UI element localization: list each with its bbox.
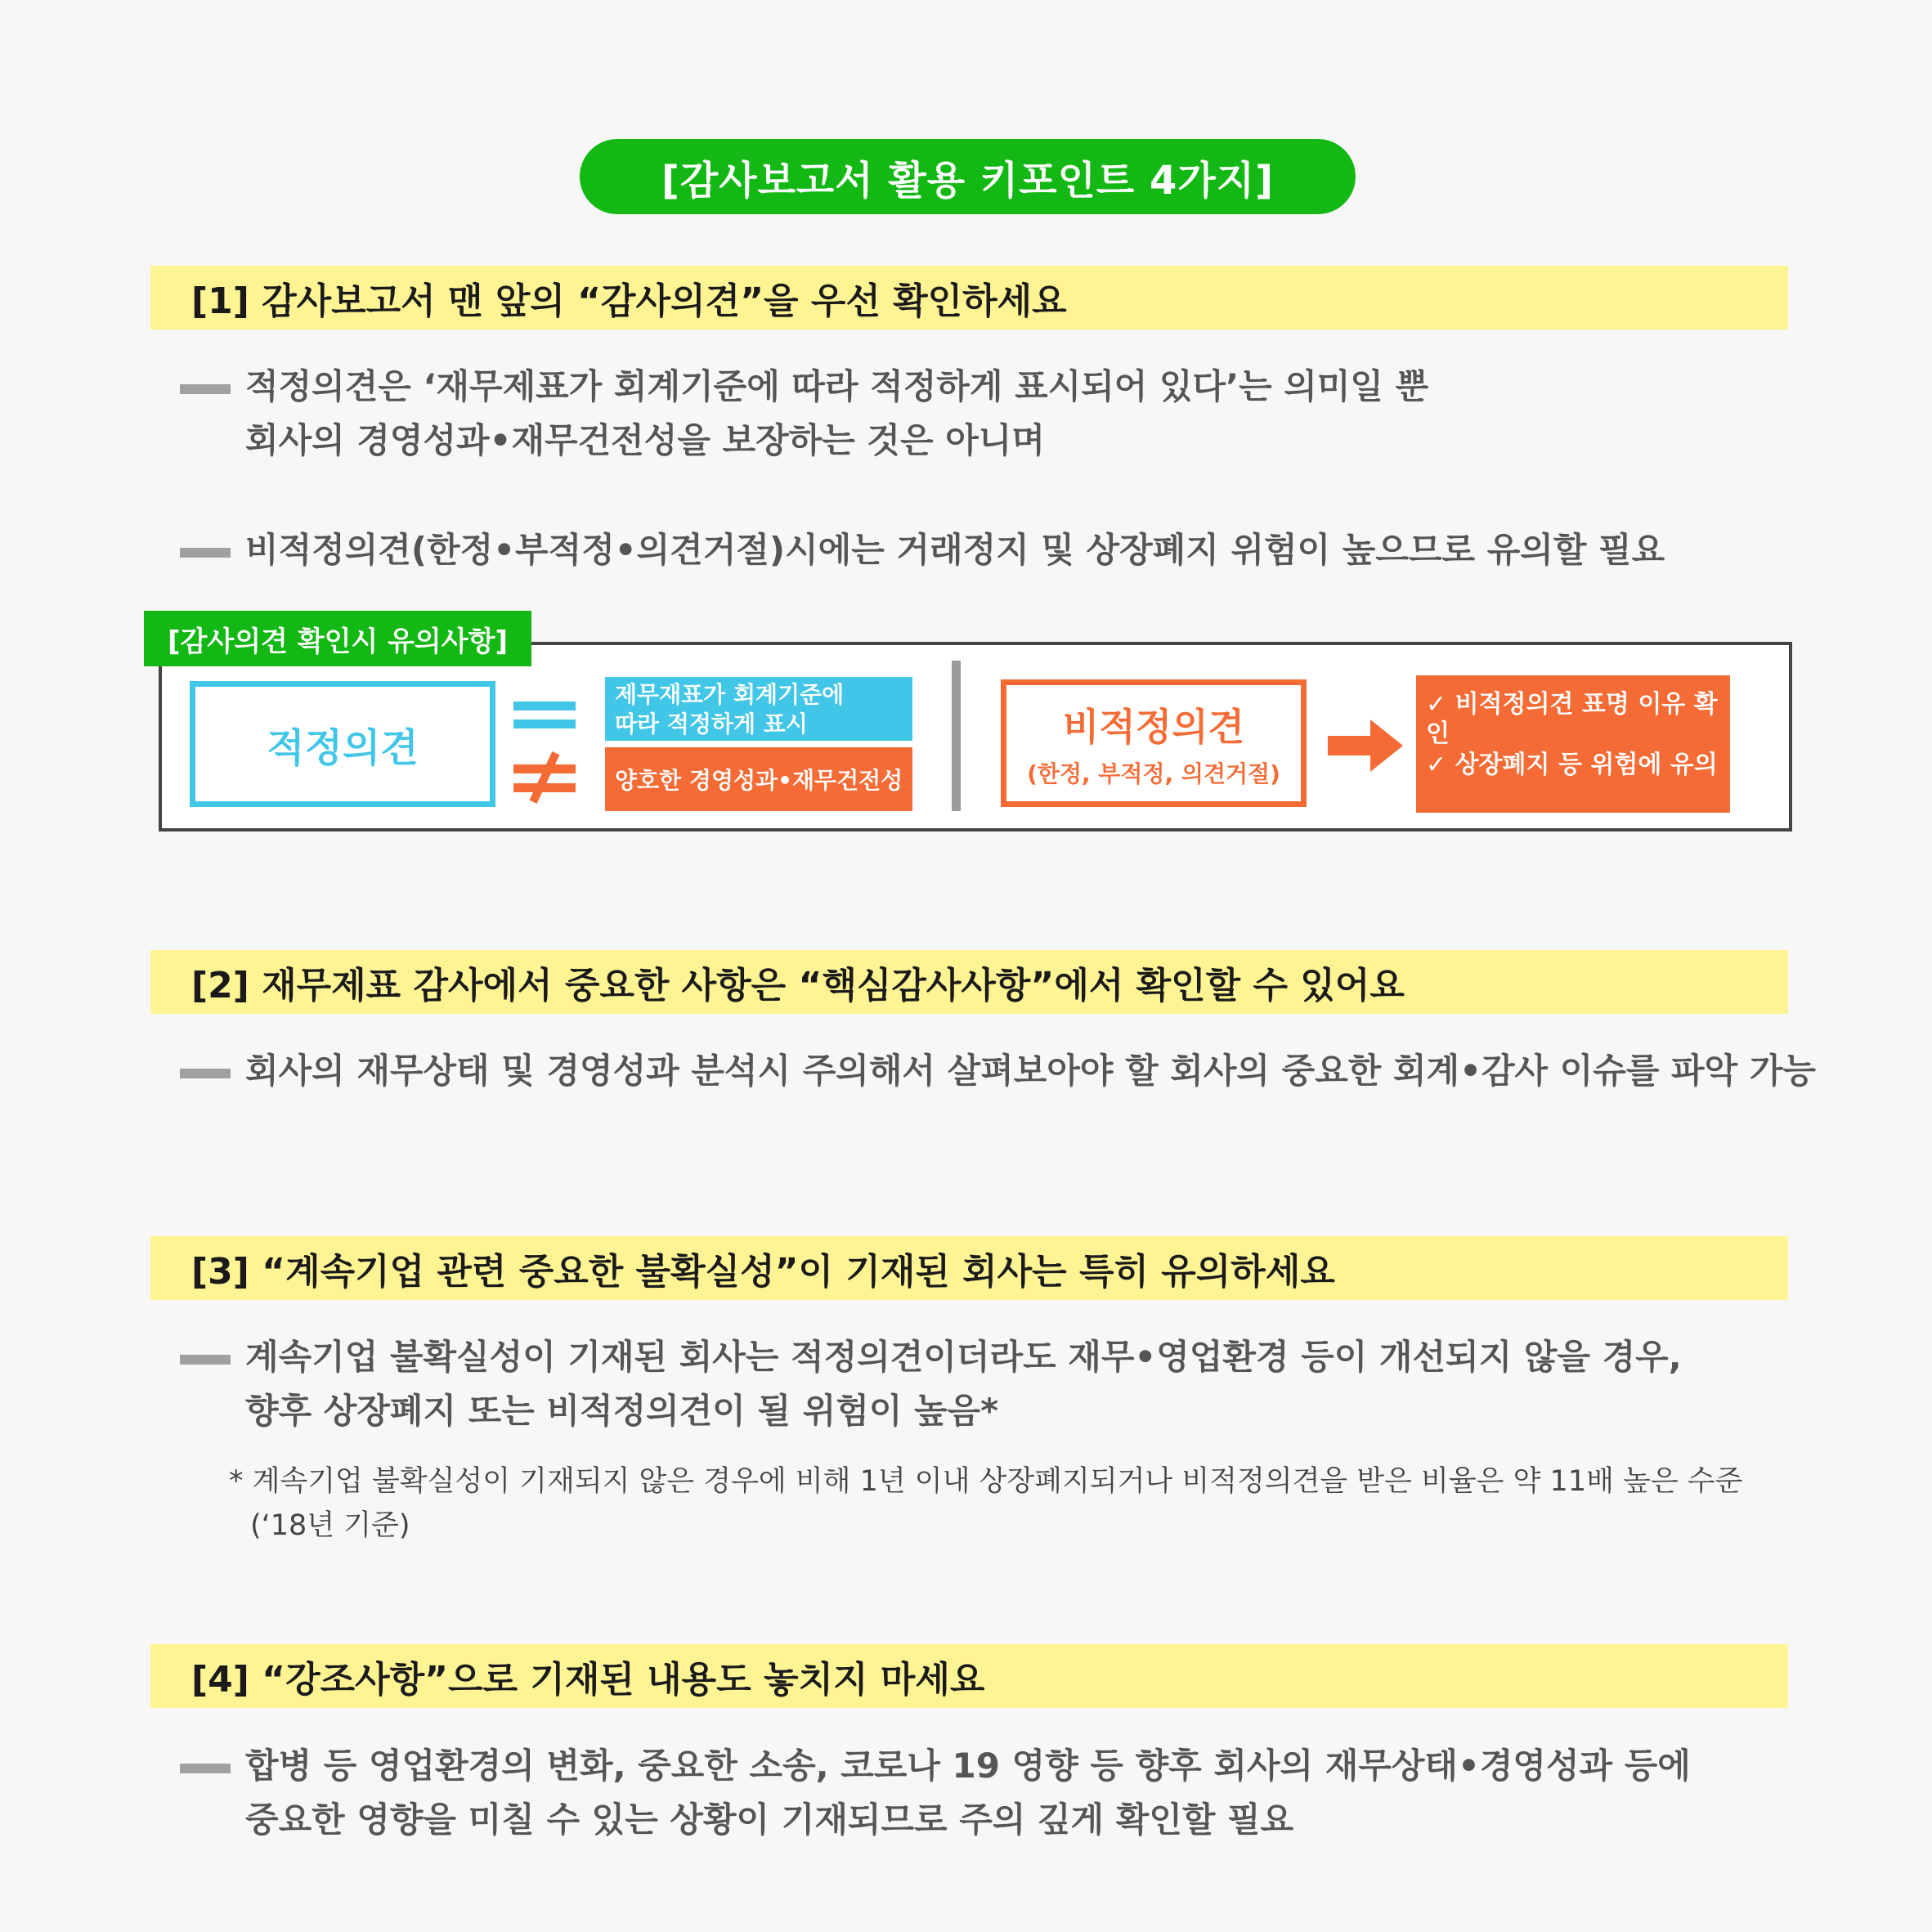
bullet-line: 향후 상장폐지 또는 비적정의견이 될 위험이 높음* bbox=[245, 1391, 999, 1431]
bullet-line: 합병 등 영업환경의 변화, 중요한 소송, 코로나 19 영향 등 향후 회사의 재무상태•경영성과 등에 bbox=[245, 1746, 1691, 1786]
section-1-bullet-2 bbox=[180, 523, 1665, 577]
dash-icon bbox=[180, 384, 231, 394]
bullet-line: 회사의 재무상태 및 경영성과 분석시 주의해서 살펴보아야 할 회사의 중요한 회계•감사 이슈를 파악 가능 bbox=[245, 1051, 1816, 1091]
diagram-tab: [감사의견 확인시 유의사항] bbox=[144, 611, 531, 666]
section-1-bullet-1 bbox=[180, 360, 1428, 468]
bullet-line: 계속기업 불확실성이 기재된 회사는 적정의견이더라도 재무•영업환경 등이 개선되지 않을 경우, bbox=[245, 1337, 1682, 1377]
check-list bbox=[1416, 675, 1730, 813]
bullet-line: 중요한 영향을 미칠 수 있는 상황이 기재되므로 주의 깊게 확인할 필요 bbox=[245, 1800, 1294, 1840]
section-1-heading: [1] 감사보고서 맨 앞의 “감사의견”을 우선 확인하세요 bbox=[150, 266, 1788, 329]
equals-icon bbox=[513, 702, 576, 710]
page-title: [감사보고서 활용 키포인트 4가지] bbox=[580, 139, 1356, 214]
section-4-heading: [4] “강조사항”으로 기재된 내용도 놓치지 마세요 bbox=[150, 1644, 1788, 1708]
section-3-bullet-1 bbox=[180, 1330, 1682, 1438]
non-appropriate-label: 비적정의견 bbox=[1062, 705, 1245, 749]
equals-icon bbox=[513, 719, 576, 728]
equals-meaning-line: 제무재표가 회계기준에 bbox=[615, 681, 845, 708]
not-equals-meaning: 양호한 경영성과•재무건전성 bbox=[605, 747, 912, 811]
divider bbox=[952, 661, 961, 811]
bullet-line: 비적정의견(한정•부적정•의견거절)시에는 거래정지 및 상장폐지 위험이 높으므로 유의할 필요 bbox=[245, 530, 1665, 570]
non-appropriate-sub: (한정, 부적정, 의견거절) bbox=[1027, 760, 1280, 787]
dash-icon bbox=[180, 1069, 231, 1078]
footnote-line: (‘18년 기준) bbox=[250, 1509, 410, 1542]
appropriate-opinion-box: 적정의견 bbox=[190, 681, 495, 807]
non-appropriate-opinion-box bbox=[1001, 679, 1307, 807]
section-2-bullet-1 bbox=[180, 1044, 1816, 1098]
bullet-line: 회사의 경영성과•재무건전성을 보장하는 것은 아니며 bbox=[245, 420, 1045, 460]
bullet-line: 적정의견은 ‘재무제표가 회계기준에 따라 적정하게 표시되어 있다’는 의미일 뿐 bbox=[245, 366, 1429, 406]
dash-icon bbox=[180, 1355, 231, 1365]
section-4-bullet-1 bbox=[180, 1739, 1691, 1847]
footnote-line: * 계속기업 불확실성이 기재되지 않은 경우에 비해 1년 이내 상장폐지되거나 비적정의견을 받은 비율은 약 11배 높은 수준 bbox=[229, 1465, 1743, 1498]
equals-meaning bbox=[605, 677, 912, 741]
footnote bbox=[229, 1459, 1742, 1548]
section-2-heading: [2] 재무제표 감사에서 중요한 사항은 “핵심감사사항”에서 확인할 수 있어요 bbox=[150, 950, 1788, 1014]
dash-icon bbox=[180, 548, 231, 558]
equals-meaning-line: 따라 적정하게 표시 bbox=[615, 710, 808, 737]
dash-icon bbox=[180, 1764, 231, 1773]
check-item: ✓ 상장폐지 등 위험에 유의 bbox=[1426, 751, 1718, 779]
check-item: ✓ 비적정의견 표명 이유 확인 bbox=[1426, 690, 1718, 748]
section-3-heading: [3] “계속기업 관련 중요한 불확실성”이 기재된 회사는 특히 유의하세요 bbox=[150, 1236, 1788, 1300]
arrow-right-icon bbox=[1328, 719, 1403, 772]
